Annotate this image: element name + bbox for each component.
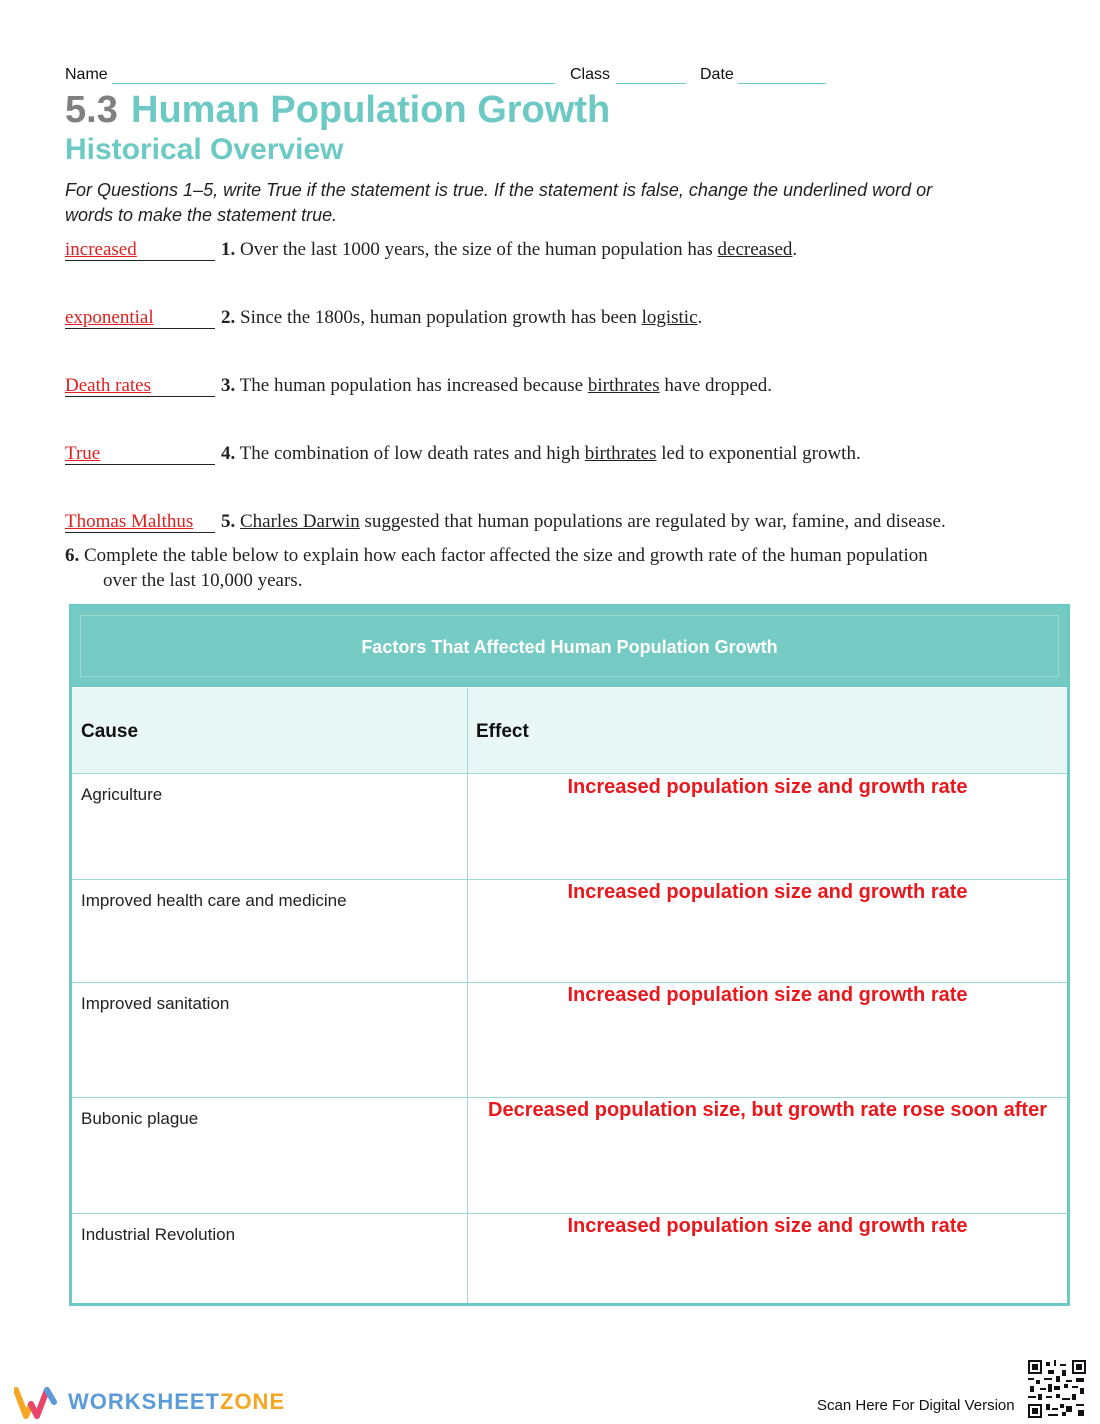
name-label: Name: [65, 66, 108, 83]
effect-cell[interactable]: Increased population size and growth rate: [567, 984, 968, 1006]
answer-text: exponential: [65, 307, 154, 328]
cause-cell: Improved health care and medicine: [81, 891, 347, 910]
question-6: [65, 543, 1025, 593]
table-header-row: [72, 688, 1067, 774]
question-statement: 5. Charles Darwin suggested that human populations are regulated by war, famine, and disease.: [221, 511, 946, 532]
underlined-word: birthrates: [584, 443, 657, 464]
logo-wordmark: WORKSHEETZONE: [68, 1389, 286, 1414]
underlined-word: decreased: [717, 239, 793, 260]
effect-cell[interactable]: Increased population size and growth rate: [567, 776, 968, 798]
name-field[interactable]: [112, 83, 555, 84]
student-info-header: [65, 66, 845, 88]
underlined-word: logistic: [641, 307, 698, 328]
table-row: [72, 1214, 1067, 1303]
effect-cell[interactable]: Increased population size and growth rate: [567, 1215, 968, 1237]
column-header-cause: Cause: [81, 721, 139, 742]
table-row: [72, 880, 1067, 983]
class-label: Class: [570, 66, 611, 83]
section-number: 5.3: [65, 89, 118, 131]
underlined-word: Charles Darwin: [240, 511, 360, 532]
date-field[interactable]: [738, 83, 826, 84]
question-6-line1: Complete the table below to explain how each factor affected the size and growth rate of the human population: [79, 545, 928, 566]
table-row: [72, 983, 1067, 1098]
logo-w-icon: [14, 1384, 60, 1420]
table-caption: [72, 607, 1067, 687]
answer-blank[interactable]: [65, 441, 215, 465]
question-statement: 4. The combination of low death rates and high birthrates led to exponential growth.: [221, 443, 861, 464]
answer-blank[interactable]: [65, 373, 215, 397]
cause-cell: Agriculture: [81, 785, 163, 804]
answer-text: True: [65, 443, 101, 464]
effect-cell[interactable]: Increased population size and growth rate: [567, 881, 968, 903]
question-6-line2: over the last 10,000 years.: [103, 570, 303, 591]
class-field[interactable]: [616, 83, 686, 84]
question-statement: 2. Since the 1800s, human population growth has been logistic.: [221, 307, 703, 328]
page-subtitle: Historical Overview: [65, 133, 344, 166]
scan-caption: Scan Here For Digital Version: [817, 1397, 1015, 1414]
column-header-effect: Effect: [476, 721, 529, 742]
instructions: For Questions 1–5, write True if the statement is true. If the statement is false, change the underlined word or words to make the statement true.: [65, 180, 933, 225]
question-6-number: 6.: [65, 545, 80, 566]
answer-text: Thomas Malthus: [65, 511, 194, 532]
answer-blank[interactable]: [65, 509, 215, 533]
question-statement: 1. Over the last 1000 years, the size of the human population has decreased.: [221, 239, 798, 260]
answer-text: Death rates: [65, 375, 151, 396]
qr-code-icon[interactable]: [1028, 1360, 1086, 1418]
answer-text: increased: [65, 239, 137, 260]
underlined-word: birthrates: [587, 375, 660, 396]
effect-cell[interactable]: Decreased population size, but growth rate rose soon after: [488, 1099, 1047, 1121]
date-label: Date: [700, 66, 734, 83]
factors-table: [69, 604, 1070, 1306]
table-caption-text: Factors That Affected Human Population Growth: [361, 637, 778, 657]
cause-cell: Bubonic plague: [81, 1109, 199, 1128]
answer-blank[interactable]: [65, 237, 215, 261]
answer-blank[interactable]: [65, 305, 215, 329]
cause-cell: Industrial Revolution: [81, 1225, 236, 1244]
question-statement: 3. The human population has increased because birthrates have dropped.: [221, 375, 773, 396]
cause-cell: Improved sanitation: [81, 994, 230, 1013]
table-row: [72, 1098, 1067, 1214]
page-title: Human Population Growth: [131, 89, 611, 131]
table-row: [72, 775, 1067, 880]
